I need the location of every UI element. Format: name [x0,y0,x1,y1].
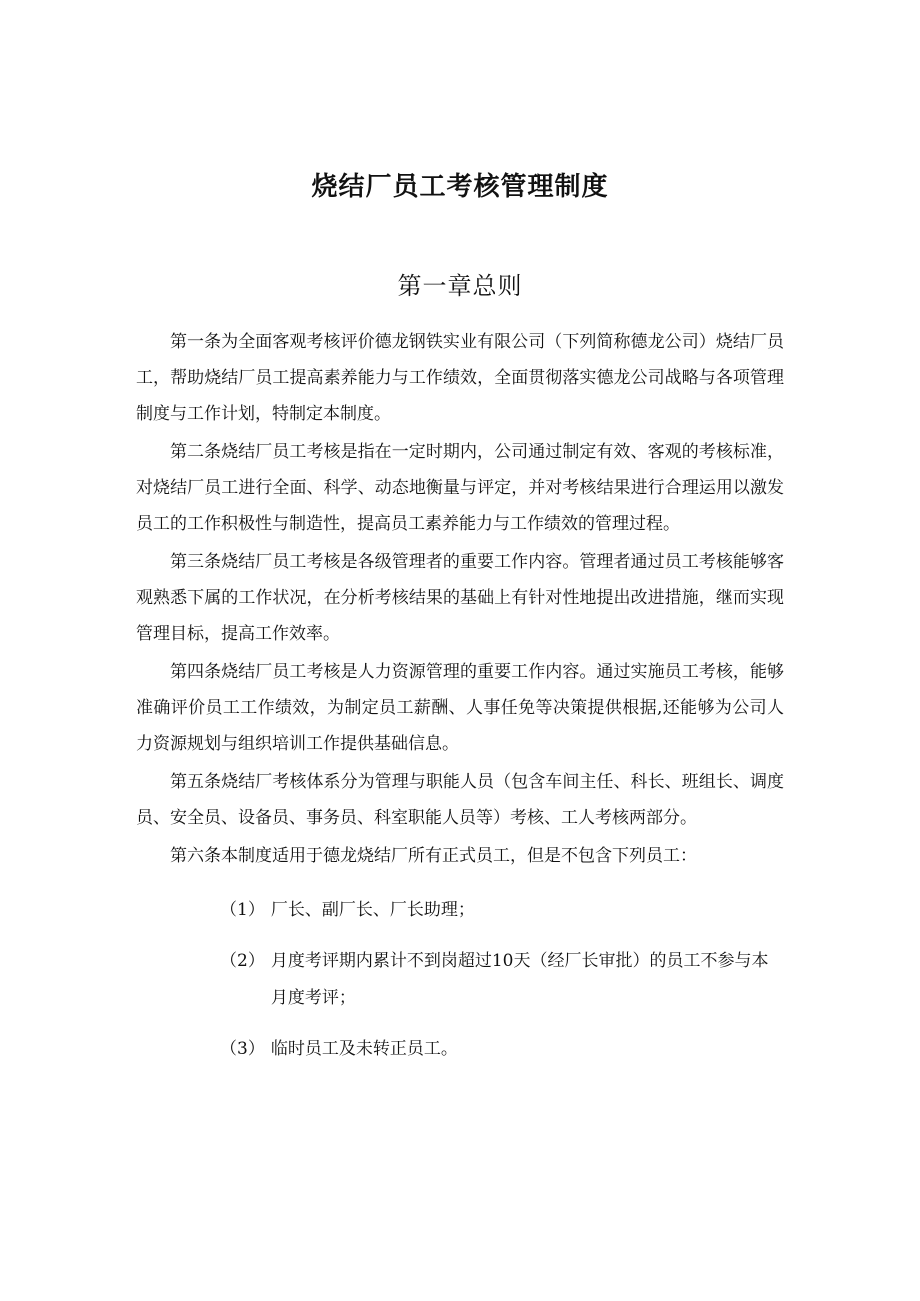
document-body [136,324,784,1082]
article-4: 第四条烧结厂员工考核是人力资源管理的重要工作内容。通过实施员工考核，能够准确评价员工工作绩效，为制定员工薪酬、人事任免等决策提供根据,还能够为公司人力资源规划与组织培训工作提供基础信息。 [136,662,784,754]
article-3: 第三条烧结厂员工考核是各级管理者的重要工作内容。管理者通过员工考核能够客观熟悉下属的工作状况，在分析考核结果的基础上有针对性地提出改进措施，继而实现管理目标，提高工作效率。 [136,552,784,644]
list-item [220,943,784,1017]
article-1: 第一条为全面客观考核评价德龙钢铁实业有限公司（下列简称德龙公司）烧结厂员工，帮助烧结厂员工提高素养能力与工作绩效，全面贯彻落实德龙公司战略与各项管理制度与工作计划，特制定本制度。 [136,332,784,424]
list-item-text: 月度考评期内累计不到岗超过10天（经厂长审批）的员工不参与本月度考评； [270,951,769,1008]
document-title: 烧结厂员工考核管理制度 [311,172,609,202]
list-item-number: （1） [220,900,265,920]
list-item-text: 临时员工及未转正员工。 [270,1039,458,1059]
article-6: 第六条本制度适用于德龙烧结厂所有正式员工，但是不包含下列员工： [170,846,697,866]
article-2: 第二条烧结厂员工考核是指在一定时期内，公司通过制定有效、客观的考核标准，对烧结厂员工进行全面、科学、动态地衡量与评定，并对考核结果进行合理运用以激发员工的工作积极性与制造性，提高员工素养能力与工作绩效的管理过程。 [136,442,784,534]
list-item-number: （2） [220,951,265,971]
article-5: 第五条烧结厂考核体系分为管理与职能人员（包含车间主任、科长、班组长、调度员、安全员、设备员、事务员、科室职能人员等）考核、工人考核两部分。 [136,772,784,828]
list-item-text: 厂长、副厂长、厂长助理； [270,900,475,920]
list-item [220,892,784,929]
chapter-title: 第一章总则 [397,272,523,300]
list-item-number: （3） [220,1039,265,1059]
list-item [220,1031,784,1068]
exclusion-list [136,892,784,1068]
